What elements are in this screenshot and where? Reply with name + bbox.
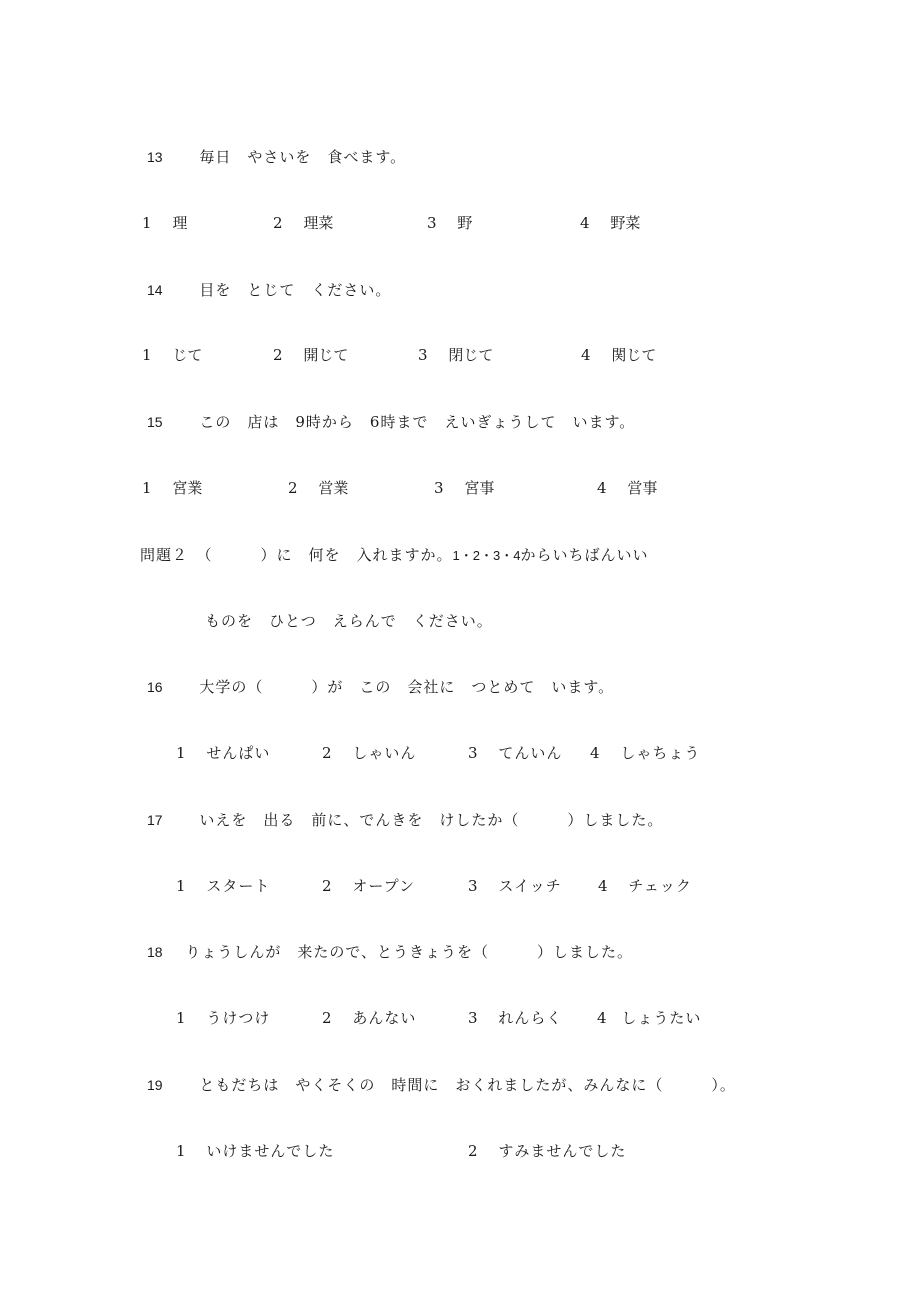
option-text: 関じて	[611, 346, 657, 364]
option	[418, 345, 493, 365]
option-text: スイッチ	[498, 877, 562, 895]
option	[468, 743, 562, 763]
question-number: 14	[147, 282, 163, 298]
option	[322, 876, 415, 896]
question-number: 15	[147, 414, 163, 430]
question-text: いえを 出る 前に、でんきを けしたか（ ）しました。	[199, 811, 664, 829]
question-text: ともだちは やくそくの 時間に おくれましたが、みんなに（ ）。	[199, 1076, 736, 1094]
option	[427, 213, 472, 233]
option-text: 営業	[318, 479, 349, 497]
option-number: 1	[142, 214, 152, 232]
option-number: 3	[468, 877, 478, 895]
option	[322, 1008, 416, 1028]
question-18	[147, 942, 633, 962]
option-text: 開じて	[303, 346, 349, 364]
option	[468, 1008, 562, 1028]
option-number: 2	[322, 744, 332, 762]
question-19	[147, 1075, 736, 1095]
option-text: れんらく	[498, 1009, 563, 1027]
option-text: てんいん	[498, 744, 563, 762]
option-number: 1	[176, 877, 186, 895]
option	[590, 743, 700, 763]
question-text: りょうしんが 来たので、とうきょうを（ ）しました。	[185, 943, 634, 961]
option	[580, 213, 640, 233]
option-text: 閉じて	[448, 346, 494, 364]
question-15	[147, 412, 635, 432]
section-2-instruction	[140, 545, 648, 566]
option-number: 2	[468, 1142, 478, 1160]
option-number: 3	[434, 479, 444, 497]
option-text: 宮業	[172, 479, 203, 497]
option-number: 3	[418, 346, 428, 364]
option-text: 理	[172, 214, 188, 232]
option-text: せんぱい	[206, 744, 271, 762]
option	[597, 478, 657, 498]
question-number: 13	[147, 149, 163, 165]
option-number: 2	[273, 346, 283, 364]
question-text: 毎日 やさいを 食べます。	[199, 148, 407, 166]
option-text: しゃちょう	[620, 744, 701, 762]
option-number: 3	[468, 1009, 478, 1027]
question-17	[147, 810, 663, 830]
options-17	[176, 876, 270, 896]
option-text: しゃいん	[352, 744, 417, 762]
question-16	[147, 677, 614, 697]
option	[468, 1141, 626, 1161]
instruction-text: ものを ひとつ えらんで ください。	[205, 612, 493, 630]
question-14	[147, 280, 391, 300]
options-16	[176, 743, 270, 763]
option-text: いけませんでした	[206, 1142, 335, 1160]
option	[273, 213, 333, 233]
option-number: 3	[468, 744, 478, 762]
option-number: 4	[597, 1009, 607, 1027]
option	[581, 345, 656, 365]
question-text: この 店は 9時から 6時まで えいぎょうして います。	[199, 413, 636, 431]
option-text: すみませんでした	[498, 1142, 627, 1160]
option	[288, 478, 348, 498]
option-text: チェック	[628, 877, 692, 895]
option	[434, 478, 494, 498]
option-number: 3	[427, 214, 437, 232]
option-text: 宮事	[464, 479, 495, 497]
option-number: 2	[273, 214, 283, 232]
question-number: 19	[147, 1077, 163, 1093]
section-2-instruction-cont	[205, 611, 493, 631]
option	[468, 876, 562, 896]
question-text: 目を とじて ください。	[199, 281, 392, 299]
question-number: 17	[147, 812, 163, 828]
options-15	[142, 478, 202, 498]
option	[322, 743, 416, 763]
options-14	[142, 345, 202, 365]
option-number: 2	[322, 1009, 332, 1027]
instruction-text: 問題２ （ ）に 何を 入れますか。	[140, 546, 453, 564]
option-text: あんない	[352, 1009, 417, 1027]
question-number: 18	[147, 944, 163, 960]
option-number: 4	[581, 346, 591, 364]
option-text: スタート	[206, 877, 271, 895]
option-number: 4	[590, 744, 600, 762]
question-number: 16	[147, 679, 163, 695]
option-text: 理菜	[303, 214, 334, 232]
question-13	[147, 147, 406, 167]
option-text: 野菜	[610, 214, 641, 232]
option-text: 営事	[627, 479, 658, 497]
option-text: 野	[457, 214, 473, 232]
option-number: 1	[176, 744, 186, 762]
option-number: 4	[598, 877, 608, 895]
option-number: 1	[176, 1009, 186, 1027]
instruction-text: からいちばんいい	[520, 546, 649, 564]
option-text: うけつけ	[206, 1009, 271, 1027]
option-number: 2	[288, 479, 298, 497]
option-text: オープン	[352, 877, 415, 895]
option-number: 4	[597, 479, 607, 497]
option-text: じて	[172, 346, 203, 364]
question-text: 大学の（ ）が この 会社に つとめて います。	[199, 678, 615, 696]
option	[598, 876, 692, 896]
option-number: 1	[142, 479, 152, 497]
option-number: 4	[580, 214, 590, 232]
option	[597, 1008, 701, 1028]
options-19	[176, 1141, 334, 1161]
instruction-choices: 1・2・3・4	[452, 548, 521, 563]
options-13	[142, 213, 187, 233]
option-text: しょうたい	[621, 1009, 702, 1027]
option-number: 1	[176, 1142, 186, 1160]
option	[273, 345, 348, 365]
option-number: 2	[322, 877, 332, 895]
option-number: 1	[142, 346, 152, 364]
options-18	[176, 1008, 270, 1028]
